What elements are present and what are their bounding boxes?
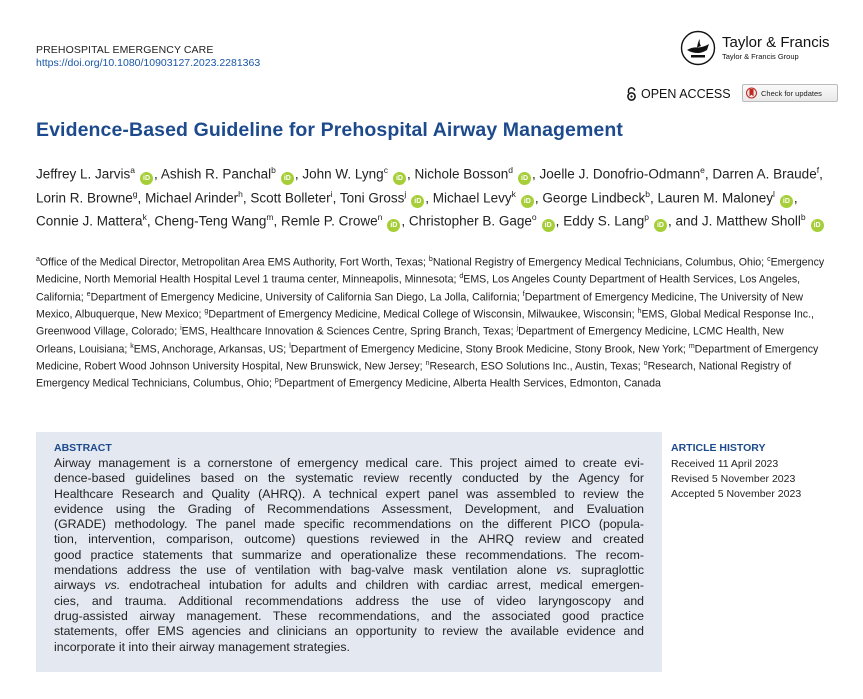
- abstract-body: [54, 456, 644, 655]
- affiliation-text: EMS, Anchorage, Arkansas, US;: [133, 343, 287, 356]
- author-name[interactable]: Joelle J. Donofrio-Odmann: [539, 166, 701, 182]
- affiliation-key: l: [289, 342, 291, 350]
- publisher-lamp-icon: [680, 30, 716, 66]
- orcid-icon[interactable]: iD: [518, 172, 531, 185]
- open-access-label: OPEN ACCESS: [641, 87, 731, 101]
- article-title: Evidence-Based Guideline for Prehospital Airway Management: [36, 119, 623, 141]
- check-for-updates-label: Check for updates: [761, 88, 822, 98]
- author-affiliation-key: f: [816, 165, 820, 175]
- open-access-badge: [626, 87, 731, 101]
- author-name[interactable]: Remle P. Crowe: [281, 213, 378, 229]
- affiliation-text: Department of Emergency Medicine, LCMC Health, New Orleans, Louisiana;: [36, 325, 784, 356]
- affiliation-text: EMS, Los Angeles County Department of Health Services, Los Angeles, California;: [36, 273, 801, 304]
- author-affiliation-key: j: [404, 188, 407, 199]
- publisher-name: Taylor & Francis: [722, 34, 830, 51]
- received-date: Received 11 April 2023: [671, 458, 779, 470]
- affiliation-text: Research, ESO Solutions Inc., Austin, Texas;: [429, 360, 641, 373]
- affiliation-key: n: [425, 359, 430, 367]
- author-affiliation-key: c: [383, 165, 388, 175]
- affiliation-text: EMS, Healthcare Innovation & Sciences Centre, Spring Branch, Texas;: [181, 325, 514, 338]
- affiliation-text: National Registry of Emergency Medical Technicians, Columbus, Ohio;: [432, 256, 765, 269]
- abstract-line: statements, offer EMS agencies and clinicians an opportunity to review the available evidence and: [54, 624, 644, 639]
- author-name[interactable]: Lauren M. Maloney: [657, 190, 774, 205]
- orcid-icon[interactable]: iD: [281, 172, 294, 185]
- author-affiliation-key: e: [700, 165, 705, 175]
- affiliations: [36, 253, 826, 392]
- abstract-line: airways vs. endotracheal intubation for adults and children with cardiac arrest, medical emergen-: [54, 578, 644, 593]
- affiliation-key: b: [428, 256, 433, 263]
- affiliation-key: a: [36, 256, 40, 263]
- accepted-date: Accepted 5 November 2023: [671, 488, 802, 500]
- author-name[interactable]: J. Matthew Sholl: [701, 213, 801, 229]
- affiliation-text: Department of Emergency Medicine, The University of New Mexico, Albuquerque, New Mexico;: [36, 291, 804, 321]
- affiliation-text: Office of the Medical Director, Metropolitan Area EMS Authority, Fort Worth, Texas;: [39, 256, 426, 269]
- affiliation-text: Department of Emergency Medicine, Robert Wood Johnson University Hospital, New Brunswick, New Jersey;: [36, 343, 819, 373]
- abstract-line: (GRADE) methodology. The panel made specific recommendations on the different PICO (popula-: [54, 517, 644, 532]
- orcid-icon[interactable]: iD: [811, 219, 824, 232]
- journal-name: PREHOSPITAL EMERGENCY CARE: [36, 44, 214, 56]
- orcid-icon[interactable]: iD: [393, 172, 406, 185]
- affiliation-key: i: [180, 325, 182, 333]
- author-affiliation-key: k: [511, 188, 516, 199]
- affiliation-text: EMS, Global Medical Response Inc., Greenwood Village, Colorado;: [36, 308, 814, 338]
- affiliation-text: Department of Emergency Medicine, Alberta Health Services, Edmonton, Canada: [278, 377, 661, 390]
- author-affiliation-key: b: [800, 212, 806, 222]
- crossmark-icon: [746, 87, 757, 99]
- author-name[interactable]: Cheng-Teng Wang: [154, 213, 267, 229]
- affiliation-key: o: [643, 359, 648, 367]
- revised-date: Revised 5 November 2023: [671, 473, 796, 485]
- abstract-line: cies, and trauma. Additional recommendations address the use of video laryngoscopy and: [54, 593, 644, 608]
- affiliation-text: Department of Emergency Medicine, Medical College of Wisconsin, Milwaukee, Wisconsin;: [208, 308, 635, 321]
- abstract-line: dence-based guidelines based on the systematic review recently conducted by the Agency for: [54, 471, 644, 486]
- orcid-icon[interactable]: iD: [140, 172, 153, 185]
- author-name[interactable]: Scott Bolleter: [250, 190, 331, 205]
- publisher-logo: [680, 30, 830, 66]
- open-lock-icon: [626, 87, 637, 101]
- author-name[interactable]: Toni Gross: [339, 190, 405, 205]
- author-name[interactable]: Darren A. Braude: [712, 166, 817, 182]
- orcid-icon[interactable]: iD: [521, 195, 534, 208]
- author-affiliation-key: b: [271, 165, 276, 175]
- author-affiliation-key: o: [531, 212, 537, 222]
- affiliation-text: Department of Emergency Medicine, University of California San Diego, La Jolla, California;: [90, 291, 520, 304]
- affiliation-key: g: [204, 307, 209, 315]
- abstract-line: drug-assisted airway management. These recommendations, and the associated good practice: [54, 608, 644, 623]
- author-name[interactable]: Lorin R. Browne: [36, 190, 133, 205]
- author-name[interactable]: Ashish R. Panchal: [160, 166, 272, 182]
- abstract-line: tion, intervention, comparison, outcome) questions reviewed in the AHRQ review and created: [54, 532, 644, 547]
- author-conjunction: and: [675, 213, 699, 229]
- abstract-line: mendations address the use of ventilation with bag-valve mask ventilation alone vs. supraglottic: [54, 563, 644, 578]
- affiliation-key: h: [637, 307, 642, 315]
- author-affiliation-key: i: [330, 188, 333, 199]
- author-name[interactable]: Michael Levy: [432, 190, 512, 205]
- author-affiliation-key: l: [773, 188, 775, 199]
- affiliation-key: k: [130, 342, 134, 350]
- publisher-group: Taylor & Francis Group: [722, 52, 799, 61]
- affiliation-text: Department of Emergency Medicine, Stony Brook Medicine, Stony Brook, New York;: [290, 343, 686, 356]
- author-affiliation-key: k: [142, 212, 147, 222]
- affiliation-key: m: [688, 342, 695, 350]
- abstract-line: Healthcare Research and Quality (AHRQ). A technical expert panel was assembled to review the: [54, 486, 644, 501]
- author-name[interactable]: Christopher B. Gage: [408, 213, 532, 229]
- affiliation-key: j: [516, 325, 519, 333]
- affiliation-key: f: [522, 290, 525, 298]
- doi-link[interactable]: https://doi.org/10.1080/10903127.2023.2281363: [36, 57, 261, 69]
- author-name[interactable]: John W. Lyng: [302, 166, 384, 182]
- abstract-line: Airway management is a cornerstone of emergency medical care. This project aimed to create evi-: [54, 456, 644, 470]
- author-affiliation-key: m: [266, 212, 274, 222]
- orcid-icon[interactable]: iD: [654, 219, 667, 232]
- author-name[interactable]: George Lindbeck: [542, 190, 646, 205]
- abstract-line: incorporate it into their airway management strategies.: [54, 639, 350, 654]
- affiliation-text: Research, National Registry of Emergency Medical Technicians, Columbus, Ohio;: [36, 360, 792, 390]
- affiliation-key: e: [86, 290, 91, 298]
- author-affiliation-key: h: [238, 188, 243, 199]
- author-affiliation-key: b: [645, 188, 650, 199]
- author-name[interactable]: Eddy S. Lang: [563, 213, 645, 229]
- author-name[interactable]: Jeffrey L. Jarvis: [36, 166, 131, 182]
- check-for-updates-button[interactable]: [742, 84, 838, 102]
- affiliation-key: d: [459, 273, 464, 281]
- author-name[interactable]: Michael Arinder: [145, 190, 239, 205]
- author-name[interactable]: Nichole Bosson: [414, 166, 509, 182]
- abstract-heading: ABSTRACT: [54, 442, 112, 454]
- author-affiliation-key: p: [644, 212, 649, 222]
- author-list: Jeffrey L. Jarvis$^a$iD , Ashish R. Panchal$^b$iD , John W. Lyng$^c$iD , Nichole Bosson$^d$iD , Joelle J. Donofrio-Odmann$^e$, Darren A. Braude$^f$, Lorin R. Browne$^g$, Michael Arinder$^h$, Scott Bolleter$^i$, Toni Gross$^j$iD , Michael Levy$^k$iD , George Lindbeck$^b$, Lauren M. Maloney$^l$iD , Connie J. Mattera$^k$, Cheng-Teng Wang$^m$, Remle P. Crowe$^n$iD , Christopher B. Gage$^o$iD , Eddy S. Lang$^p$iD , and J. Matthew Sholl$^b$iD: [36, 161, 826, 232]
- author-affiliation-key: n: [377, 212, 383, 222]
- orcid-icon[interactable]: iD: [780, 195, 793, 208]
- abstract-line: evidence using the Grading of Recommendations Assessment, Development, and Evaluation: [54, 501, 644, 516]
- orcid-icon[interactable]: iD: [411, 195, 424, 208]
- author-affiliation-key: g: [132, 188, 138, 199]
- orcid-icon[interactable]: iD: [542, 219, 555, 232]
- author-affiliation-key: d: [508, 165, 514, 175]
- author-affiliation-key: a: [130, 165, 136, 175]
- orcid-icon[interactable]: iD: [387, 219, 400, 232]
- author-name[interactable]: Connie J. Mattera: [36, 213, 143, 229]
- affiliation-key: p: [274, 377, 279, 385]
- affiliation-text: Emergency Medicine, North Memorial Health Hospital Level 1 trauma center, Minneapolis, Minnesota;: [36, 256, 825, 286]
- article-history-heading: ARTICLE HISTORY: [671, 442, 766, 454]
- abstract-line: good practice statements that summarize and operationalize these recommendations. The recom-: [54, 547, 644, 562]
- affiliation-key: c: [767, 256, 771, 263]
